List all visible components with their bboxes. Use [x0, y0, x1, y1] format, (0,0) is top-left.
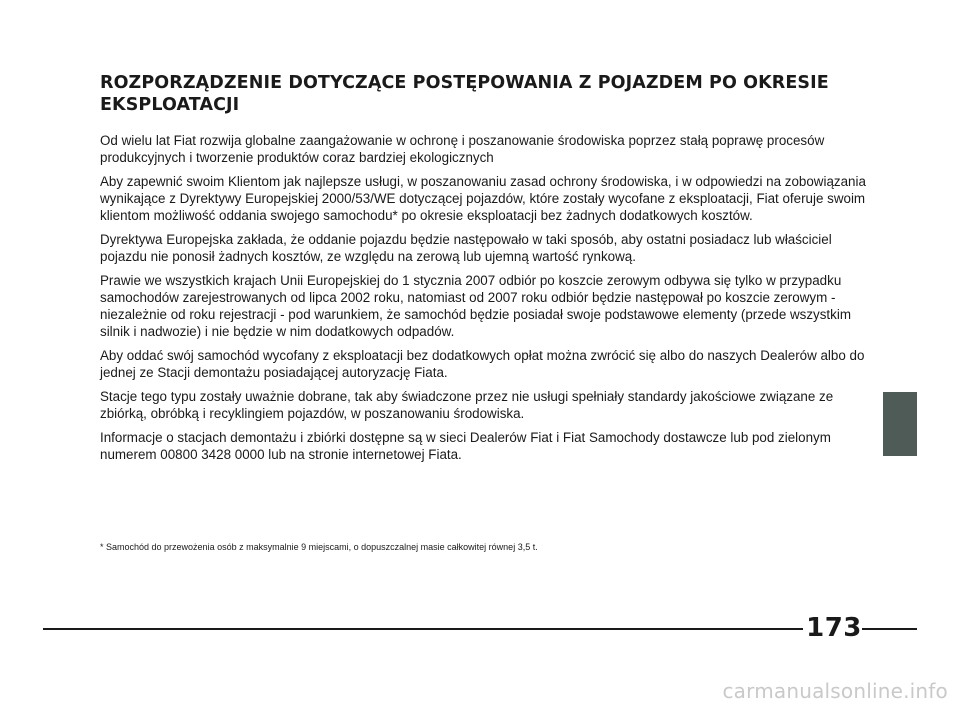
- paragraph-stations: Stacje tego typu zostały uważnie dobrane, tak aby świadczone przez nie usługi spełniały standardy jakościowe związane ze zbiórką, obróbką i recyklingiem pojazdów, w poszanowaniu środowiska.: [100, 389, 834, 421]
- paragraph-directive: Aby zapewnić swoim Klientom jak najlepsze usługi, w poszanowaniu zasad ochrony środowiska, i w odpowiedzi na zobowiązania wynikające z Dyrektywy Europejskiej 2000/53/WE dotyczącej pojazdów, które zostały wycofane z eksploatacji, Fiat oferuje swoim klientom możliwość oddania swojego samochodu* po okresie eksploatacji bez żadnych dodatkowych kosztów.: [100, 174, 866, 223]
- section-tab-marker: [883, 392, 917, 456]
- paragraph-eu-countries: Prawie we wszystkich krajach Unii Europejskiej do 1 stycznia 2007 odbiór po koszcie zerowym odbywa się tylko w przypadku samochodów zarejestrowanych od lipca 2002 roku, natomiast od 2007 roku odbiór będzie następował po koszcie zerowym - niezależnie od roku rejestracji - pod warunkiem, że samochód będzie posiadał swoje podstawowe elementy (przede wszystkim silnik i nadwozie) i nie będzie w nim dodatkowych odpadów.: [100, 273, 851, 339]
- paragraph-information: Informacje o stacjach demontażu i zbiórki dostępne są w sieci Dealerów Fiat i Fiat Samochody dostawcze lub pod zielonym numerem 00800 3428 0000 lub na stronie internetowej Fiata.: [100, 430, 831, 462]
- page-title: ROZPORZĄDZENIE DOTYCZĄCE POSTĘPOWANIA Z POJAZDEM PO OKRESIE EKSPLOATACJI: [100, 73, 829, 115]
- watermark: carmanualsonline.info: [722, 679, 948, 703]
- page-number: 173: [806, 613, 862, 643]
- footnote: * Samochód do przewożenia osób z maksymalnie 9 miejscami, o dopuszczalnej masie całkowitej równej 3,5 t.: [100, 542, 538, 552]
- main-content: [100, 72, 870, 470]
- footer-rule-right: [862, 628, 917, 630]
- paragraph-costs: Dyrektywa Europejska zakłada, że oddanie pojazdu będzie następowało w taki sposób, aby ostatni posiadacz lub właściciel pojazdu nie ponosił żadnych kosztów, ze względu na zerową lub ujemną wartość rynkową.: [100, 232, 832, 264]
- footer-rule-left: [43, 628, 803, 630]
- paragraph-how-to-return: Aby oddać swój samochód wycofany z eksploatacji bez dodatkowych opłat można zwrócić się albo do naszych Dealerów albo do jednej ze Stacji demontażu posiadającej autoryzację Fiata.: [100, 348, 865, 380]
- paragraph-intro: Od wielu lat Fiat rozwija globalne zaangażowanie w ochronę i poszanowanie środowiska poprzez stałą poprawę procesów produkcyjnych i tworzenie produktów coraz bardziej ekologicznych: [100, 133, 825, 165]
